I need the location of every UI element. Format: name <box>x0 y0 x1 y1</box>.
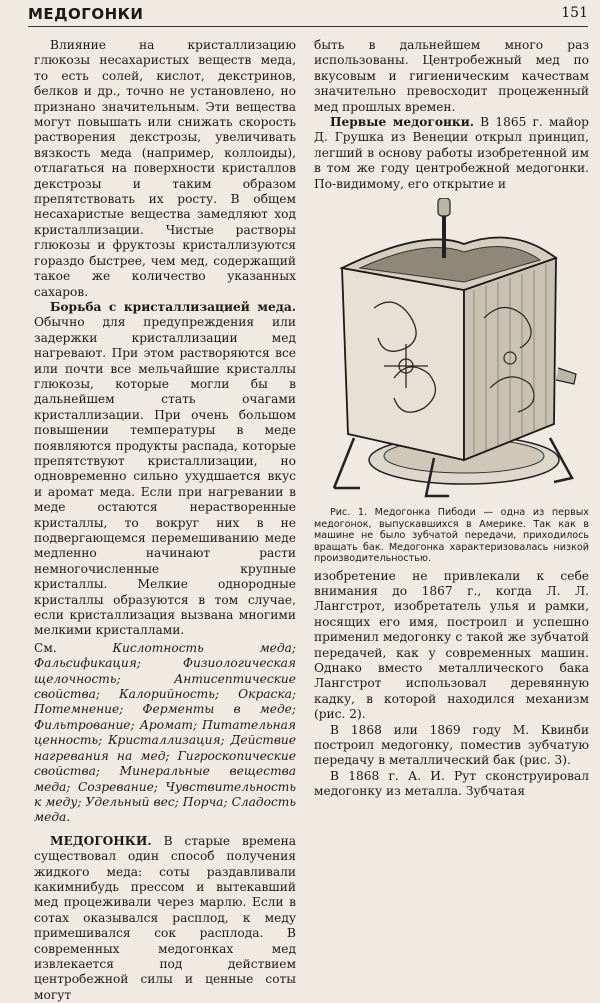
history-continuation <box>314 569 589 800</box>
see-also-list: Кислотность меда; Фальсификация; Физиологическая щелочность; Антисептические свойства; Калорийность; Окраска; Потемнение; Ферменты в меде; Фильтрование; Аромат; Питательная ценность; Кристаллизация; Действие нагревания на мед; Гигроскопические свойства; Минеральные вещества меда; Созревание; Чувствительность к меду; Удельный вес; Порча; Сладость меда. <box>34 640 296 825</box>
paragraph-text: Обычно для предупреждения или задержки кристаллизации мед нагревают. При этом растворяются все или почти все мельчайшие кристаллы глюкозы, которые могли бы в дальнейшем стать очагами кристаллизации. При очень большом повышении температуры в меде появляются продукты распада, которые препятствуют кристаллизации, но одновременно сильно ухудшается вкус и аромат меда. Если при нагревании в меде остаются нерастворенные кристаллы, то вокруг них в не подвергающемся перемешиванию меде медленно начинают расти немногочисленные крупные кристаллы. Мелкие однородные кристаллы образуются в том случае, если кристаллизация вызвана многими мелкими кристаллами. <box>34 315 296 638</box>
paragraph-crystallization-influence: Влияние на кристаллизацию глюкозы несахаристых веществ меда, то есть солей, кислот, декстринов, белков и др., точно не установлено, но признано значительным. Эти вещества могут повышать или снижать скорость растворения декстрозы, увеличивать вязкость меда (например, коллоиды), отлагаться на поверхности кристаллов декстрозы и таким образом препятствовать их росту. В общем несахаристые вещества замедляют ход кристаллизации. Чистые растворы глюкозы и фруктозы кристаллизуются гораздо быстрее, чем мед, содержащий такое же количество указанных сахаров. <box>34 38 296 299</box>
paragraph-centrifugal-honey: быть в дальнейшем много раз использованы. Центробежный мед по вкусовым и гигиеническим качествам значительно превосходит процеженный мед прошлых времен. <box>314 38 589 114</box>
left-column <box>34 38 296 1003</box>
page-number: 151 <box>561 5 588 21</box>
paragraph-first-extractors <box>314 115 589 192</box>
paragraph-langstroth: изобретение не привлекали к себе внимания до 1867 г., когда Л. Л. Лангстрот, изобретатель улья и рамки, носящих его имя, построил и успешно применил медогонку с такой же зубчатой передачей, как у современных машин. Однако вместо металлического бака Лангстрот использовал деревянную кадку, в которой находился механизм (рис. 2). <box>314 568 589 722</box>
paragraph-root: В 1868 г. А. И. Рут сконструировал медогонку из металла. Зубчатая <box>314 768 589 799</box>
paragraph-text: В 1865 г. майор Д. Грушка из Венеции открыл принцип, легший в основу работы изобретенной им в том же году центробежной медогонки. По-видимому, его открытие и <box>314 115 589 191</box>
honey-extractor-illustration <box>314 198 589 503</box>
running-title: МЕДОГОНКИ <box>28 5 144 23</box>
paragraph-text: В старые времена существовал один способ получения жидкого меда: соты раздавливали какимнибудь прессом и вытекавший мед процеживали через марлю. Если в сотах оказывался расплод, к меду примешивался сок расплода. В современных медогонках мед извлекается под действием центробежной силы и ценные соты могут <box>34 833 296 1002</box>
figure-peabody-extractor <box>314 198 589 503</box>
section-heading-crystallization-control: Борьба с кристаллизацией меда. <box>50 299 296 314</box>
figure-caption: Рис. 1. Медогонка Пибоди — одна из первых медогонок, выпускавшихся в Америке. Так как в машине не было зубчатой передачи, приходилось вращать бак. Медогонка характеризовалась низкой производительностью. <box>314 507 589 565</box>
paragraph-extractors-intro <box>34 834 296 1003</box>
see-also-references <box>34 641 296 826</box>
right-column <box>314 38 589 800</box>
page-header <box>28 4 588 27</box>
paragraph-crystallization-control <box>34 300 296 639</box>
entry-heading-extractors: МЕДОГОНКИ. <box>50 833 152 848</box>
see-also-label: См. <box>34 640 57 655</box>
section-heading-first-extractors: Первые медогонки. <box>330 115 474 130</box>
paragraph-quinby: В 1868 или 1869 году М. Квинби построил медогонку, поместив зубчатую передачу в металлический бак (рис. 3). <box>314 722 589 768</box>
